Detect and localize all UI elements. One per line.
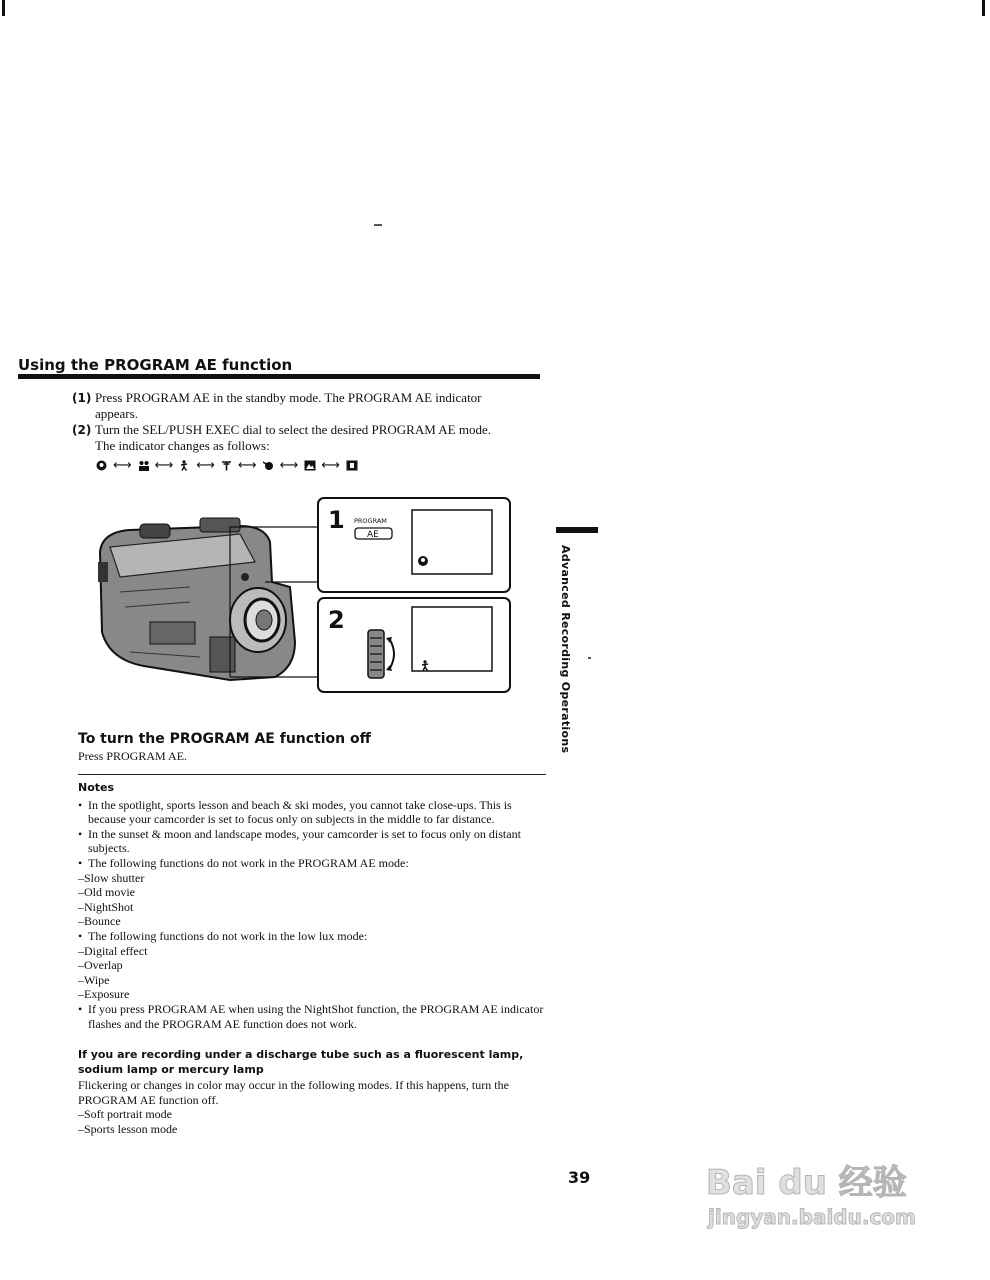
step-2-panel (318, 598, 510, 692)
note-sub-item: –Digital effect (78, 943, 148, 958)
note-sub-item: –Slow shutter (78, 870, 145, 885)
step-continuation: The indicator changes as follows: (95, 438, 270, 453)
scan-edge-mark-right (982, 0, 985, 16)
step-number: (1) (72, 391, 92, 405)
step-1-panel (318, 498, 510, 592)
camcorder-drawing (98, 518, 295, 680)
watermark-url: jingyan.baidu.com (708, 1205, 916, 1229)
note-sub-item: –Old movie (78, 885, 135, 900)
note-item: • In the sunset & moon and landscape modes, your camcorder is set to focus only on distant subjects. (78, 827, 548, 856)
step-2 (72, 422, 542, 438)
sunset-moon-icon (263, 460, 274, 471)
arrow-icon: ⟷ (154, 458, 174, 473)
step-continuation: appears. (95, 406, 138, 421)
discharge-tube-heading: If you are recording under a discharge tube such as a fluorescent lamp, sodium lamp or mercury lamp (78, 1048, 524, 1077)
step-text: Turn the SEL/PUSH EXEC dial to select the desired PROGRAM AE mode. (95, 422, 492, 437)
notes-heading: Notes (78, 781, 115, 794)
note-sub-item: –NightShot (78, 899, 134, 914)
arrow-icon: ⟷ (237, 458, 257, 473)
camcorder-illustration (90, 492, 520, 707)
arrow-icon: ⟷ (196, 458, 215, 473)
landscape-icon (304, 460, 315, 471)
section-side-tab (556, 527, 598, 533)
discharge-tube-text: Flickering or changes in color may occur in the following modes. If this happens, turn the PROGRAM AE function off. (78, 1078, 509, 1107)
mode-sequence (96, 458, 357, 473)
scan-edge-mark-left (2, 0, 5, 16)
section-side-label: Advanced Recording Operations (559, 545, 572, 754)
soft-portrait-icon (138, 460, 149, 471)
note-item: • In the spotlight, sports lesson and beach & ski modes, you cannot take close-ups. This is because your camcorder is set to focus only on subjects in the middle to far distance. (78, 798, 548, 827)
watermark-main: Bai du 经验 (706, 1163, 907, 1203)
title-rule (18, 374, 540, 379)
scan-speck (588, 657, 591, 659)
note-sub-item: –Exposure (78, 987, 130, 1002)
note-item: • The following functions do not work in the low lux mode: (78, 929, 548, 944)
note-item: • If you press PROGRAM AE when using the NightShot function, the PROGRAM AE indicator flashes and the PROGRAM AE function does not work. (78, 1002, 548, 1031)
baidu-watermark (700, 1135, 940, 1245)
arrow-icon: ⟷ (279, 458, 299, 473)
sports-lesson-icon (179, 460, 190, 471)
step-1 (72, 390, 542, 406)
turn-off-heading: To turn the PROGRAM AE function off (78, 731, 371, 747)
discharge-tube-mode: –Sports lesson mode (78, 1121, 178, 1136)
steps-list (72, 390, 542, 454)
arrow-icon: ⟷ (113, 458, 132, 473)
notes-divider (78, 774, 546, 775)
notes-section (78, 781, 548, 1136)
panel-number: 1 (328, 506, 345, 534)
note-sub-item: –Wipe (78, 972, 110, 987)
panel-number: 2 (328, 606, 345, 634)
ae-button-label: AE (367, 530, 379, 540)
arrow-icon: ⟷ (321, 458, 340, 473)
turn-off-text: Press PROGRAM AE. (78, 749, 188, 763)
note-sub-item: –Bounce (78, 914, 121, 929)
step-number: (2) (72, 423, 92, 437)
spotlight-icon (96, 460, 107, 471)
program-label: PROGRAM (354, 517, 387, 525)
step-text: Press PROGRAM AE in the standby mode. The PROGRAM AE indicator (95, 390, 482, 405)
section-title: Using the PROGRAM AE function (18, 356, 293, 374)
scan-speck (374, 224, 382, 226)
beach-ski-icon (221, 460, 232, 471)
note-item: • The following functions do not work in the PROGRAM AE mode: (78, 856, 548, 871)
note-sub-item: –Overlap (78, 958, 123, 973)
discharge-tube-mode: –Soft portrait mode (78, 1107, 172, 1122)
page-number: 39 (568, 1168, 591, 1187)
low-lux-icon (346, 460, 357, 471)
